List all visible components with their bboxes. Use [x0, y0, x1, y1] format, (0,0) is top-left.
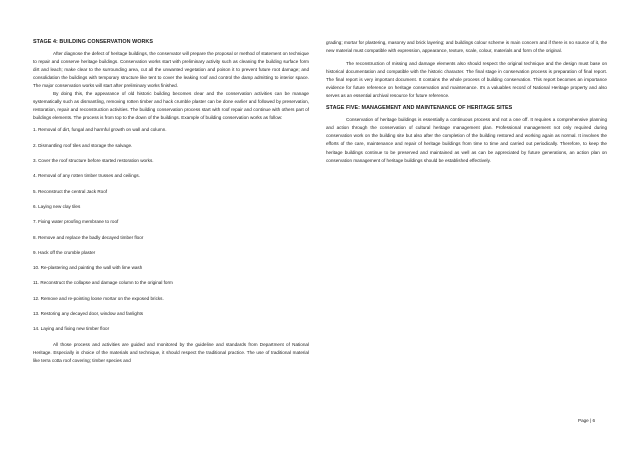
list-item: 12. Remove and re-pointing loose mortar on the exposed bricks. [33, 295, 164, 301]
paragraph: grading; mortar for plastering, masonry and brick layering; and buildings colour scheme is main concern and if there is no source of it, the new material must compatible with expression, appearance, texture, scale, colour, materials and form of the original. [326, 40, 607, 54]
paragraph: After diagnose the defect of heritage buildings, the conservator will prepare the proposal or method of statement on technique to repair and conserve heritage buildings. Conservation works start with preliminary activity such as cleaning the building surface form dirt and leach; make clear to the surrounding area, cut all the unwanted vegetation and poison it to prevent future root damage; and consolidation the buildings with temporary structure like tent to cover the leaking roof and control the damp admitting to interior space. The major conservation works will start after preliminary works finished. [33, 51, 309, 89]
stage-4-heading: STAGE 4: BUILDING CONSERVATION WORKS [33, 39, 153, 45]
left-column [33, 39, 309, 365]
paragraph: All those process and activities are guided and monitored by the guideline and standards from Department of National Heritage. Especially in choice of the materials and technique, it should respect the traditional practice. The use of traditional material like terra cotta roof covering; timber species and [33, 341, 309, 363]
list-item: 5. Reconstruct the central Jack Roof [33, 188, 108, 194]
paragraph: Conservation of heritage buildings is essentially a continuous process and not a one off. It requires a comprehensive planning and action through the conservation of cultural heritage management plan. Professional management not only required during conservation work on the building site but also after the completion of the building restored and working again as normal. It involves the efforts of the care, maintenance and repair of heritage buildings from time to time and carried out periodically. Therefore, to keep the heritage buildings continue to be preserved and maintained as well as can be appreciated by future generations, an action plan on conservation management of heritage buildings should be established effectively. [326, 117, 607, 163]
right-column [326, 39, 607, 165]
list-item: 6. Laying new clay tiles [33, 203, 81, 209]
list-item: 7. Fixing water proofing membrane to roof [33, 219, 119, 225]
paragraph: The reconstruction of missing and damage elements also should respect the original technique and the design must base on historical documentation and compatible with the historic character. The final stage in conservation process is preparation of final report. The final report is very important document. It contains the whole process of building conservation. This report becomes an importance evidence for future reference on heritage conservation and maintenance. It's a valuables record of National Heritage property and also serves as an essential archival resource for future reference. [326, 61, 607, 99]
list-item: 9. Hack off the crumble plaster [33, 249, 96, 255]
list-item: 8. Remove and replace the badly decayed timber floor [33, 234, 144, 240]
list-item: 14. Laying and fixing new timber floor [33, 326, 110, 332]
list-item: 4. Removal of any rotten timber trusses and ceilings. [33, 173, 140, 179]
list-item: 13. Restoring any decayed door, window and fanlights [33, 310, 144, 316]
stage-5-heading: STAGE FIVE: MANAGEMENT AND MAINTENANCE OF HERITAGE SITES [326, 105, 513, 112]
list-item: 2. Dismantling roof tiles and storage the salvage. [33, 142, 133, 148]
list-item: 3. Cover the roof structure before started restoration works. [33, 158, 154, 164]
page-number: Page | 6 [578, 418, 596, 423]
paragraph: By doing this, the appearance of old historic building becomes clear and the conservation activities can be manage systematically such as dismantling, removing rotten timber and hack crumble plaster can be done earlier and followed by preservation, restoration, repair and reconstruction activities. The building conservation process start with roof repair and continue with others part of buildings elements. The process is from top to the down of the buildings. Example of building conservation works as follow: [33, 91, 309, 121]
list-item: 1. Removal of dirt, fungal and harmful growth on wall and column. [33, 127, 167, 133]
conservation-works-list [33, 126, 309, 332]
list-item: 11. Reconstruct the collapse and damage column to the original form [33, 280, 173, 286]
list-item: 10. Re-plastering and painting the wall with lime wash [33, 265, 143, 271]
